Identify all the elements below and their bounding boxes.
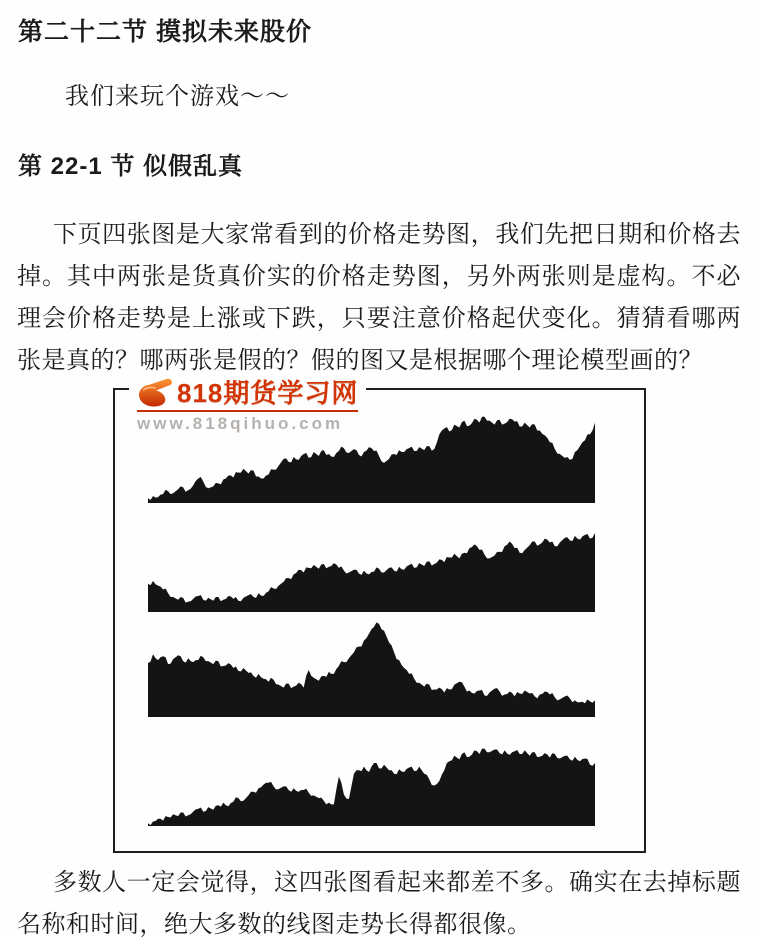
subsection-title: 第 22-1 节 似假乱真 [18,153,244,180]
price-charts-figure [113,378,646,853]
price-chart-silhouette-3 [148,619,595,717]
price-chart-silhouette-4 [148,736,595,826]
watermark-site-name: 818期货学习网 [177,378,359,408]
intro-line: 我们来玩个游戏～～ [65,84,290,110]
paragraph-conclusion: 多数人一定会觉得，这四张图看起来都差不多。确实在去掉标题名称和时间，绝大多数的线图走势长得都很像。 [17,870,741,938]
paragraph-intro-charts: 下页四张图是大家常看到的价格走势图，我们先把日期和价格去掉。其中两张是货真价实的价格走势图，另外两张则是虚构。不必理会价格走势是上涨或下跌，只要注意价格起伏变化。猜猜看哪两张是真的？哪两张是假的？假的图又是根据哪个理论模型画的？ [17,222,741,374]
watermark-site-url: www.818qihuo.com [137,414,344,433]
pointing-hand-icon [137,378,173,408]
price-chart-silhouette-2 [148,518,595,612]
watermark-logo [129,378,366,437]
watermark-title-row [137,378,358,412]
section-title: 第二十二节 摸拟未来股价 [18,18,312,46]
